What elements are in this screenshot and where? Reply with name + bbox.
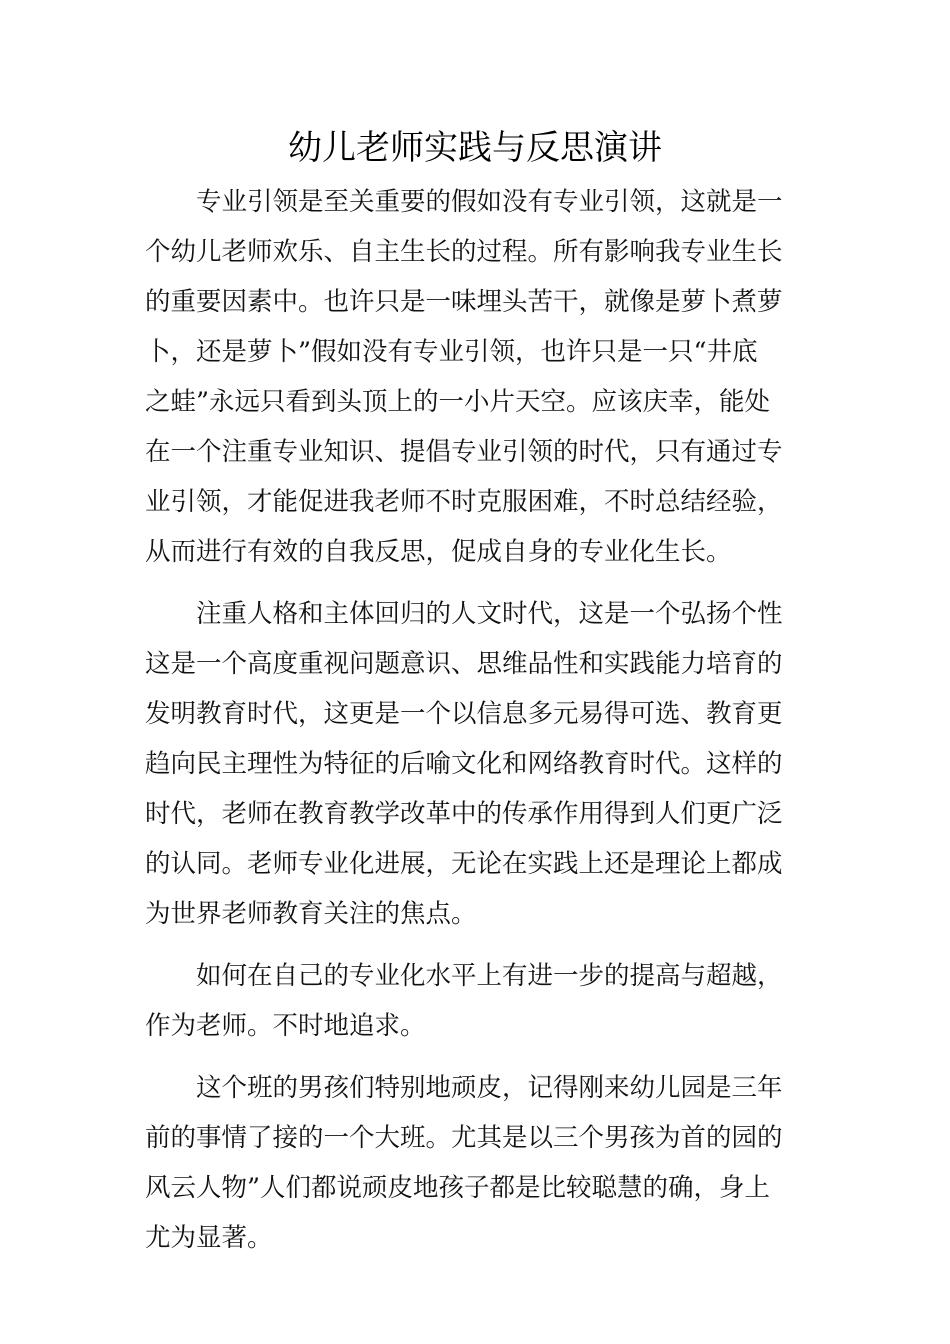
paragraph-line: 作为老师。不时地追求。	[145, 1011, 426, 1041]
paragraph-line: 这个班的男孩们特别地顽皮，记得刚来幼儿园是三年	[196, 1073, 783, 1103]
paragraph-line: 为世界老师教育关注的焦点。	[145, 899, 477, 929]
paragraph-gap	[145, 1051, 807, 1063]
paragraph-line: 注重人格和主体回归的人文时代，这是一个弘扬个性	[196, 599, 783, 629]
paragraph-line: 风云人物”人们都说顽皮地孩子都是比较聪慧的确，身上	[145, 1173, 771, 1203]
paragraph-1	[145, 177, 807, 577]
paragraph-line: 趋向民主理性为特征的后喻文化和网络教育时代。这样的	[145, 749, 783, 779]
paragraph-line: 前的事情了接的一个大班。尤其是以三个男孩为首的园的	[145, 1123, 783, 1153]
paragraph-gap	[145, 939, 807, 951]
paragraph-line: 从而进行有效的自我反思，促成自身的专业化生长。	[145, 537, 732, 567]
paragraph-line: 尤为显著。	[145, 1223, 273, 1253]
paragraph-line: 之蛙”永远只看到头顶上的一小片天空。应该庆幸，能处	[145, 387, 771, 417]
paragraph-line: 这是一个高度重视问题意识、思维品性和实践能力培育的	[145, 649, 783, 679]
document-body	[145, 177, 807, 1263]
paragraph-line: 发明教育时代，这更是一个以信息多元易得可选、教育更	[145, 699, 783, 729]
paragraph-2	[145, 589, 807, 939]
paragraph-line: 在一个注重专业知识、提倡专业引领的时代，只有通过专	[145, 437, 783, 467]
paragraph-line: 业引领，才能促进我老师不时克服困难，不时总结经验，	[145, 487, 783, 517]
paragraph-line: 个幼儿老师欢乐、自主生长的过程。所有影响我专业生长	[145, 237, 783, 267]
paragraph-4	[145, 1063, 807, 1263]
paragraph-line: 卜，还是萝卜”假如没有专业引领，也许只是一只“井底	[145, 337, 758, 367]
paragraph-line: 专业引领是至关重要的假如没有专业引领，这就是一	[196, 187, 783, 217]
paragraph-line: 如何在自己的专业化水平上有进一步的提高与超越，	[196, 961, 783, 991]
paragraph-line: 的重要因素中。也许只是一味埋头苦干，就像是萝卜煮萝	[145, 287, 783, 317]
paragraph-line: 的认同。老师专业化进展，无论在实践上还是理论上都成	[145, 849, 783, 879]
paragraph-line: 时代，老师在教育教学改革中的传承作用得到人们更广泛	[145, 799, 783, 829]
document-title: 幼儿老师实践与反思演讲	[288, 128, 662, 168]
paragraph-3	[145, 951, 807, 1051]
paragraph-gap	[145, 577, 807, 589]
